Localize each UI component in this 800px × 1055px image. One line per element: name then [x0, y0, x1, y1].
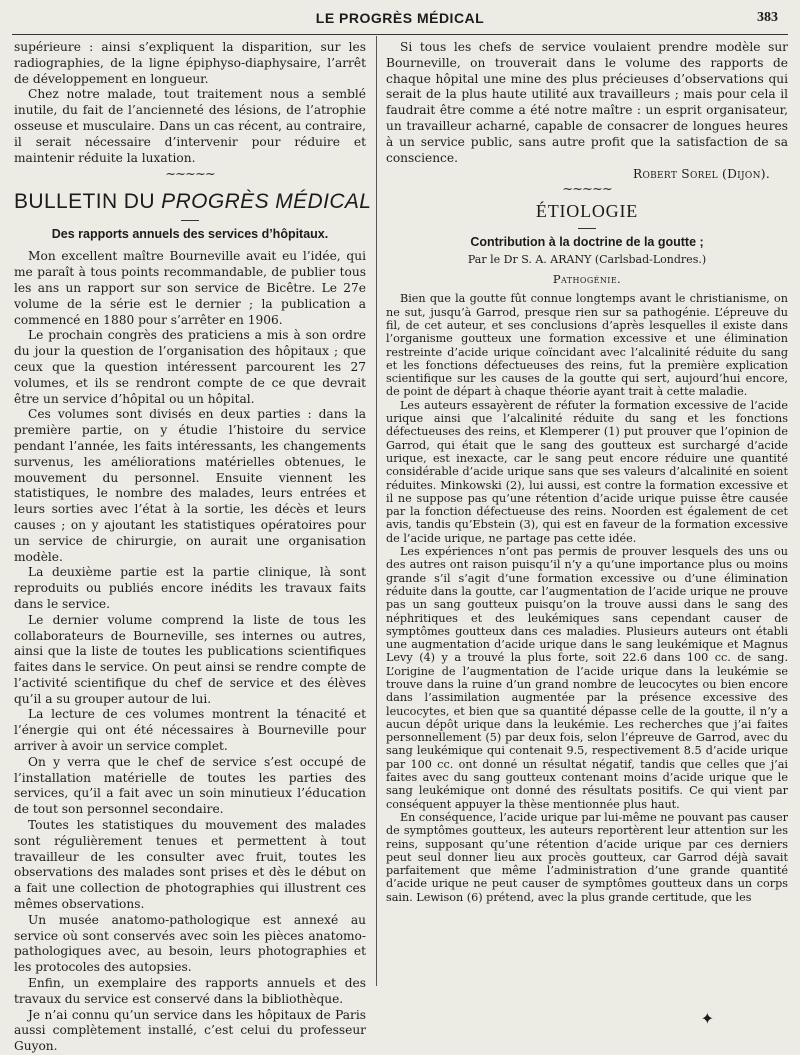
- byline: Par le Dr S. A. ARANY (Carlsbad-Londres.): [467, 253, 707, 267]
- paragraph: Les expériences n’ont pas permis de prouver lesquels des uns ou des autres ont raison puisqu’il n’y a qu’une importance plus ou moins grande s’il s’agit d’une formation excessive ou d’une élimination réduite dans la goutte, car l’augmentation de l’acide urique ne prouve pas un sang goutteux puisqu’on la trouve aussi dans le sang des néphritiques et des leukémiques sans cependant causer de symptômes goutteux dans ces maladies. Plusieurs auteurs ont établi une augmentation d’acide urique dans le sang leukémique et Magnus Levy (4) y a trouvé la plus forte, soit 22.6 dans 100 cc. de sang. L’origine de l’augmentation de l’acide urique dans la leukémie se trouve dans la ruine d’un grand nombre de leucocytes ou bien encore dans l’assimilation augmentée par la présence excessive des leucocytes, et bien que sa quantité dépasse celle de la goutte, il n’y a aucun dépôt urique dans la leukémie. Les recherches que j’ai faites personnellement (5) par deux fois, selon l’épreuve de Garrod, avec du sang leukémique qui contenait 9.5, respectivement 8.5 d’acide urique par 100 cc. ont donné un résultat négatif, tandis que celles que j’ai faites avec du sang goutteux contenant moins d’acide urique que le sang leukémique ont donné des résultats positifs. Ce qui vient par conséquent appuyer la thèse mentionnée plus haut.: [386, 545, 788, 811]
- page-header: [12, 8, 788, 35]
- paragraph: Je n’ai connu qu’un service dans les hôpitaux de Paris aussi complètement installé, c’est celui du professeur Guyon.: [14, 1007, 366, 1054]
- subsection-title: Pathogénie.: [552, 272, 622, 287]
- section-divider: ~~~~~: [562, 182, 612, 198]
- paragraph: supérieure : ainsi s’expliquent la disparition, sur les radiographies, de la ligne épiphyso-diaphysaire, l’arrêt de développement en longueur.: [14, 40, 366, 86]
- paragraph: Bien que la goutte fût connue longtemps avant le christianisme, on ne sut, jusqu’à Garrod, presque rien sur sa pathogénie. L’épreuve du fil, de cet auteur, et ses conclusions d’après lesquelles il existe dans l’organisme goutteux une formation excessive et une élimination restreinte d’acide urique coïncidant avec l’alcalinité réduite du sang et les fonctions défectueuses des reins, fut la première explication scientifique sur les causes de la goutte qui sert, aujourd’hui encore, de point de départ à chaque théorie ayant trait à cette maladie.: [386, 292, 788, 399]
- paragraph: On y verra que le chef de service s’est occupé de l’installation matérielle de toutes les parties des services, qu’il a fait avec un soin minutieux l’éducation de tout son personnel secondaire.: [14, 754, 366, 817]
- heading-rule: [578, 228, 596, 229]
- section-divider: ~~~~~: [165, 167, 215, 183]
- page-number: 383: [757, 10, 778, 25]
- section-title: ÉTIOLOGIE: [535, 201, 639, 222]
- paragraph: Si tous les chefs de service voulaient prendre modèle sur Bourneville, on trouverait dans le volume des rapports de chaque hôpital une mine des plus précieuses d’observations qui serait de la plus haute utilité aux travailleurs ; mais pour cela il faudrait être comme a été notre maître : un esprit organisateur, un travailleur acharné, capable de consacrer de longues heures à un service public, sans autre profit que la satisfaction de sa conscience.: [386, 40, 788, 165]
- right-column: [386, 40, 788, 904]
- paragraph: Toutes les statistiques du mouvement des malades sont régulièrement tenues et permettent à tout travailleur de les consulter avec fruit, toutes les observations des malades sont prises et dès le début on a fait une collection de photographies qui illustrent ces mêmes observations.: [14, 818, 366, 912]
- bulletin-heading-prefix: BULLETIN DU: [14, 190, 162, 214]
- signature: Robert Sorel (Dijon).: [632, 167, 770, 182]
- column-rule: [376, 36, 377, 986]
- article-heading: Des rapports annuels des services d’hôpitaux.: [51, 227, 329, 242]
- paragraph: Le dernier volume comprend la liste de tous les collaborateurs de Bourneville, ses internes ou autres, ainsi que la liste de toutes les publications scientifiques faites dans le service. On peut ainsi se rendre compte de l’activité scientifique du chef de service et des élèves qu’il a su grouper autour de lui.: [14, 612, 366, 706]
- heading-rule: [181, 220, 199, 221]
- cross-mark-icon: ✦: [700, 1009, 714, 1028]
- paragraph: La deuxième partie est la partie clinique, là sont reproduits ou publiés encore inédits les travaux faits dans le service.: [14, 565, 366, 611]
- left-column: [14, 40, 372, 1055]
- paragraph: Un musée anatomo-pathologique est annexé au service où sont conservés avec soin les pièces anatomo-pathologiques avec, au besoin, leurs photographies et les protocoles des autopsies.: [14, 912, 366, 975]
- paragraph: Mon excellent maître Bourneville avait eu l’idée, qui me paraît à tous points recommandable, de publier tous les ans un rapport sur son service de Bicêtre. Le 27e volume de la série est le dernier ; la publication a commencé en 1880 pour s’arrêter en 1906.: [14, 249, 366, 327]
- bulletin-heading: [14, 190, 372, 214]
- bulletin-heading-italic: PROGRÈS MÉDICAL: [161, 190, 372, 214]
- paragraph: Chez notre malade, tout traitement nous a semblé inutile, du fait de l’ancienneté des lésions, de l’atrophie osseuse et musculaire. Dans un cas récent, au contraire, il serait nécessaire d’intervenir pour réduire et maintenir réduite la luxation.: [14, 87, 366, 165]
- paragraph: Les auteurs essayèrent de réfuter la formation excessive de l’acide urique ainsi que l’alcalinité réduite du sang et les fonctions défectueuses des reins, et Klemperer (1) put prouver que l’opinion de Garrod, qui était que le sang des goutteux est surchargé d’acide urique, est inexacte, car le sang peut encore réduire une quantité considérable d’acide urique sans que ses valeurs d’alcalinité en soient réduites. Minkowski (2), lui aussi, est contre la formation excessive et il ne suppose pas qu’une rétention d’acide urique puisse être causée par la fonction défectueuse des reins. Noorden est également de cet avis, tandis qu’Ebstein (3), qui est en faveur de la formation excessive de l’acide urique, ne partage pas cette idée.: [386, 398, 788, 545]
- paragraph: Le prochain congrès des praticiens a mis à son ordre du jour la question de l’organisation des hôpitaux ; que ceux que la question intéressent parcourent les 27 volumes, et ils se rendront compte de ce que devrait être un service d’hôpital ou un hôpital.: [14, 328, 366, 406]
- paragraph: Ces volumes sont divisés en deux parties : dans la première partie, on y étudie l’histoire du service pendant l’année, les faits intéressants, les changements survenus, les améliorations matérielles obtenues, le mouvement du personnel. Ensuite viennent les statistiques, le nombre des malades, leurs entrées et leurs sorties avec l’état à la sortie, les décès et leurs causes ; on y ajoutant les statistiques opératoires pour un service de chirurgie, on aurait une organisation modèle.: [14, 407, 366, 564]
- journal-title: LE PROGRÈS MÉDICAL: [315, 10, 485, 26]
- paragraph: La lecture de ces volumes montrent la ténacité et l’énergie qui ont été nécessaires à Bourneville pour arriver à avoir un service complet.: [14, 707, 366, 754]
- paragraph: Enfin, un exemplaire des rapports annuels et des travaux du service est conservé dans la bibliothèque.: [14, 976, 366, 1006]
- paragraph: En conséquence, l’acide urique par lui-même ne pouvant pas causer de symptômes goutteux, les auteurs reportèrent leur attention sur les reins, supposant qu’une rétention d’acide urique par ces derniers peut seul donner lieu aux procès goutteux, car Garrod déjà savait parfaitement que même l’administration d’une grande quantité d’acide urique ne peut causer de symptômes goutteux dans un corps sain. Lewison (6) prétend, avec la plus grande certitude, que les: [386, 810, 788, 904]
- article-title: Contribution à la doctrine de la goutte ;: [470, 235, 704, 250]
